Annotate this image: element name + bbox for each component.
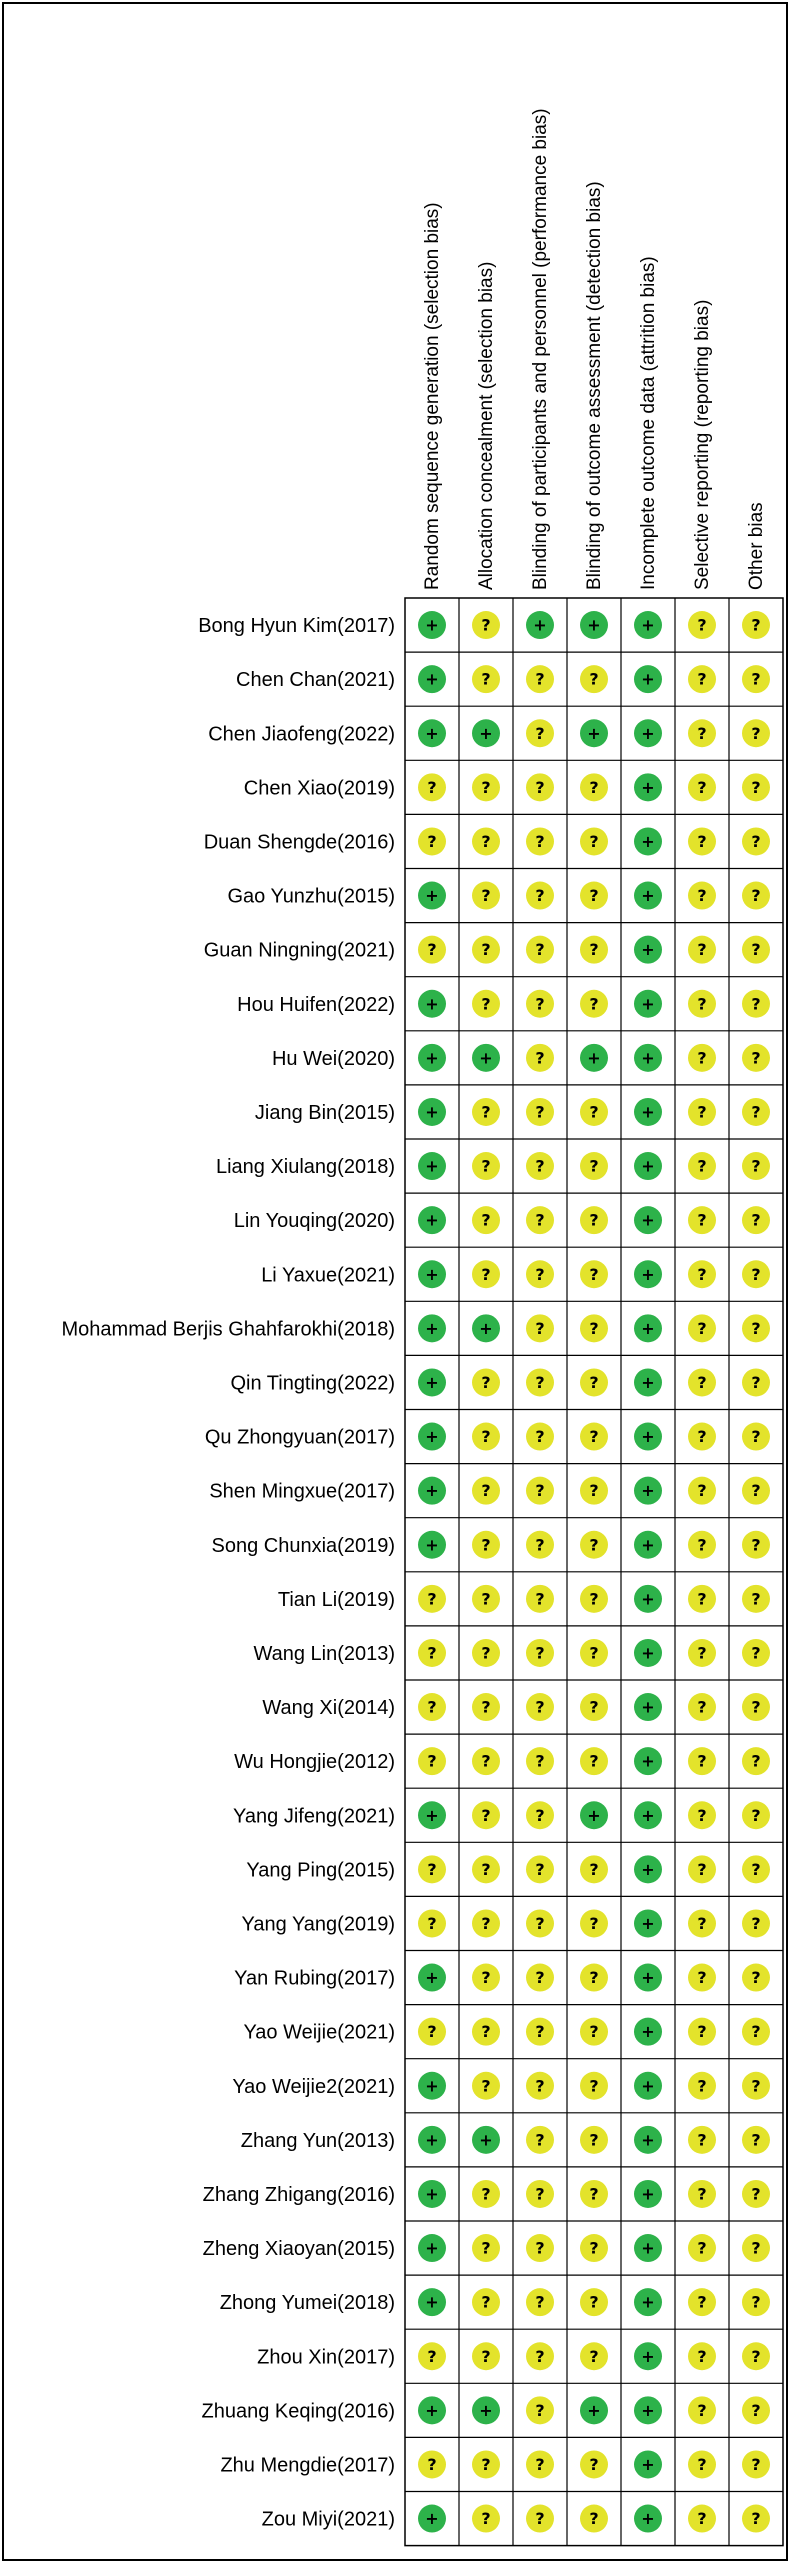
rating-symbol: ? [697, 1102, 707, 1122]
rating-symbol: + [587, 1048, 601, 1068]
rating-symbol: ? [751, 2076, 761, 2096]
rating-symbol: ? [589, 2130, 599, 2150]
rating-symbol: ? [589, 886, 599, 906]
rating-symbol: + [425, 615, 439, 635]
rating-symbol: ? [751, 615, 761, 635]
rating-symbol: ? [535, 1427, 545, 1447]
domain-header: Other bias [746, 502, 767, 590]
rating-symbol: ? [481, 2509, 491, 2529]
rating-symbol: ? [535, 1643, 545, 1663]
study-label: Li Yaxue(2021) [261, 1264, 395, 1287]
rating-symbol: ? [589, 1913, 599, 1933]
rating-symbol: ? [751, 1643, 761, 1663]
rating-symbol: + [641, 723, 655, 743]
rating-symbol: ? [481, 669, 491, 689]
rating-symbol: ? [589, 2076, 599, 2096]
rating-symbol: + [641, 1372, 655, 1392]
rating-symbol: ? [697, 615, 707, 635]
rating-symbol: + [425, 1481, 439, 1501]
rating-symbol: ? [535, 1102, 545, 1122]
rating-symbol: + [641, 2509, 655, 2529]
rating-symbol: ? [535, 1805, 545, 1825]
study-label: Zhu Mengdie(2017) [220, 2454, 395, 2477]
rating-symbol: ? [697, 1210, 707, 1230]
rating-symbol: ? [697, 723, 707, 743]
rating-symbol: ? [697, 2292, 707, 2312]
study-label: Lin Youqing(2020) [233, 1210, 395, 1233]
rating-symbol: ? [589, 940, 599, 960]
rating-symbol: ? [589, 1427, 599, 1447]
rating-symbol: ? [751, 1751, 761, 1771]
rating-symbol: + [641, 1427, 655, 1447]
study-label: Wang Lin(2013) [253, 1642, 395, 1665]
rating-symbol: ? [535, 1210, 545, 1230]
rating-symbol: + [425, 723, 439, 743]
rating-symbol: ? [589, 1102, 599, 1122]
rating-symbol: + [641, 1102, 655, 1122]
study-label: Wu Hongjie(2012) [234, 1751, 395, 1774]
rating-symbol: + [641, 777, 655, 797]
rating-symbol: ? [535, 831, 545, 851]
rating-symbol: ? [427, 940, 437, 960]
rating-symbol: ? [697, 2022, 707, 2042]
study-label: Zhong Yumei(2018) [219, 2292, 395, 2315]
rating-symbol: ? [535, 1751, 545, 1771]
rating-symbol: + [641, 2454, 655, 2474]
rating-symbol: + [425, 669, 439, 689]
rating-symbol: ? [589, 1968, 599, 1988]
rating-symbol: ? [481, 1643, 491, 1663]
rating-symbol: ? [535, 2076, 545, 2096]
rating-symbol: ? [751, 2400, 761, 2420]
rating-symbol: ? [481, 1264, 491, 1284]
rating-symbol: + [425, 1210, 439, 1230]
rating-symbol: + [641, 831, 655, 851]
rating-symbol: + [641, 994, 655, 1014]
rating-symbol: ? [481, 831, 491, 851]
rating-symbol: ? [589, 2022, 599, 2042]
rating-symbol: ? [697, 1481, 707, 1501]
domain-header: Random sequence generation (selection bias) [422, 202, 443, 590]
rating-symbol: ? [751, 2454, 761, 2474]
study-label: Hu Wei(2020) [271, 1047, 395, 1070]
rating-symbol: ? [697, 669, 707, 689]
rating-symbol: ? [751, 831, 761, 851]
rating-symbol: ? [751, 669, 761, 689]
rating-symbol: ? [481, 1697, 491, 1717]
rating-symbol: ? [751, 2130, 761, 2150]
rating-symbol: ? [589, 2509, 599, 2529]
study-label: Zheng Xiaoyan(2015) [202, 2238, 395, 2261]
rating-symbol: ? [427, 1589, 437, 1609]
study-label: Tian Li(2019) [277, 1588, 395, 1611]
rating-symbol: + [425, 2292, 439, 2312]
rating-symbol: + [479, 2130, 493, 2150]
rating-symbol: ? [481, 1481, 491, 1501]
rating-symbol: + [425, 1805, 439, 1825]
domain-header: Allocation concealment (selection bias) [476, 261, 497, 590]
rating-symbol: ? [481, 2238, 491, 2258]
rating-symbol: ? [751, 1859, 761, 1879]
rating-symbol: ? [751, 1697, 761, 1717]
rating-symbol: ? [481, 2076, 491, 2096]
domain-header: Blinding of participants and personnel (performance bias) [530, 108, 551, 590]
rating-symbol: + [425, 1264, 439, 1284]
rating-symbol: + [425, 1535, 439, 1555]
rating-symbol: ? [535, 1048, 545, 1068]
rating-symbol: ? [481, 1968, 491, 1988]
rating-symbol: ? [535, 1481, 545, 1501]
rating-symbol: + [641, 1156, 655, 1176]
rating-symbol: + [425, 1318, 439, 1338]
study-label: Yao Weijie(2021) [243, 2021, 395, 2044]
rating-symbol: ? [751, 777, 761, 797]
rating-symbol: + [587, 2400, 601, 2420]
rating-symbol: + [641, 2130, 655, 2150]
rating-symbol: ? [589, 1859, 599, 1879]
study-label: Zhang Yun(2013) [240, 2129, 395, 2152]
study-label: Yang Jifeng(2021) [233, 1805, 395, 1828]
rating-symbol: ? [751, 1481, 761, 1501]
rating-symbol: + [641, 1697, 655, 1717]
rating-symbol: ? [751, 1589, 761, 1609]
rating-symbol: + [641, 2292, 655, 2312]
rating-symbol: ? [697, 2509, 707, 2529]
rating-symbol: ? [697, 1913, 707, 1933]
rating-symbol: ? [697, 2454, 707, 2474]
rating-symbol: ? [481, 615, 491, 635]
study-label: Bong Hyun Kim(2017) [198, 615, 395, 638]
rating-symbol: ? [589, 2346, 599, 2366]
rating-symbol: ? [697, 2400, 707, 2420]
rating-symbol: ? [751, 1156, 761, 1176]
rating-symbol: + [425, 2400, 439, 2420]
study-label: Duan Shengde(2016) [203, 831, 395, 854]
rating-symbol: ? [427, 1913, 437, 1933]
domain-header: Incomplete outcome data (attrition bias) [638, 256, 659, 590]
rating-symbol: + [425, 1156, 439, 1176]
rating-symbol: ? [535, 2346, 545, 2366]
rating-symbol: + [641, 669, 655, 689]
rating-symbol: + [641, 1210, 655, 1230]
rating-symbol: ? [589, 1372, 599, 1392]
study-label: Qin Tingting(2022) [230, 1372, 395, 1395]
rating-symbol: + [641, 1589, 655, 1609]
rating-symbol: ? [751, 1048, 761, 1068]
study-label: Zou Miyi(2021) [261, 2508, 395, 2531]
rating-symbol: + [641, 1913, 655, 1933]
rating-symbol: + [479, 1318, 493, 1338]
rating-symbol: ? [751, 994, 761, 1014]
rating-symbol: + [587, 1805, 601, 1825]
rating-symbol: ? [481, 1102, 491, 1122]
rating-symbol: ? [535, 940, 545, 960]
rating-symbol: ? [481, 1805, 491, 1825]
rating-symbol: ? [589, 1535, 599, 1555]
rating-symbol: ? [697, 1968, 707, 1988]
rating-symbol: + [641, 2238, 655, 2258]
rating-symbol: ? [535, 777, 545, 797]
rating-symbol: + [641, 1751, 655, 1771]
rating-symbol: ? [427, 831, 437, 851]
rating-symbol: ? [751, 1427, 761, 1447]
rating-symbol: ? [535, 1913, 545, 1933]
rating-symbol: ? [697, 1751, 707, 1771]
rating-symbol: ? [751, 1318, 761, 1338]
study-label: Yao Weijie2(2021) [232, 2075, 395, 2098]
rating-symbol: ? [589, 1697, 599, 1717]
study-label: Song Chunxia(2019) [211, 1534, 395, 1557]
rating-symbol: ? [589, 2184, 599, 2204]
rating-symbol: ? [481, 777, 491, 797]
study-label: Qu Zhongyuan(2017) [204, 1426, 395, 1449]
rating-symbol: + [641, 1048, 655, 1068]
rating-symbol: + [425, 1427, 439, 1447]
rating-symbol: + [641, 1805, 655, 1825]
rating-symbol: ? [535, 1372, 545, 1392]
rating-symbol: ? [589, 994, 599, 1014]
study-label: Shen Mingxue(2017) [209, 1480, 395, 1503]
rating-symbol: ? [697, 2076, 707, 2096]
rating-symbol: + [425, 1968, 439, 1988]
rating-symbol: ? [535, 1968, 545, 1988]
rating-symbol: ? [697, 940, 707, 960]
rating-symbol: ? [751, 2184, 761, 2204]
rating-symbol: ? [427, 1643, 437, 1663]
rating-symbol: ? [481, 1859, 491, 1879]
rating-symbol: + [641, 1264, 655, 1284]
rating-symbol: + [479, 723, 493, 743]
rating-symbol: ? [751, 1968, 761, 1988]
rating-symbol: + [641, 886, 655, 906]
rating-symbol: ? [697, 886, 707, 906]
rating-symbol: ? [751, 1372, 761, 1392]
rating-symbol: ? [535, 1859, 545, 1879]
rating-symbol: ? [697, 1156, 707, 1176]
rating-symbol: + [587, 723, 601, 743]
rating-symbol: ? [427, 777, 437, 797]
study-label: Chen Chan(2021) [236, 669, 395, 692]
rating-symbol: ? [751, 2346, 761, 2366]
rating-symbol: + [641, 940, 655, 960]
study-label: Chen Jiaofeng(2022) [208, 723, 395, 746]
rating-symbol: ? [535, 1318, 545, 1338]
rating-symbol: ? [751, 886, 761, 906]
rating-symbol: ? [535, 994, 545, 1014]
rating-symbol: ? [751, 2238, 761, 2258]
rating-symbol: ? [697, 1589, 707, 1609]
rating-symbol: ? [589, 1589, 599, 1609]
rating-symbol: + [425, 2076, 439, 2096]
domain-header: Blinding of outcome assessment (detection bias) [584, 181, 605, 590]
rating-symbol: ? [589, 1318, 599, 1338]
rating-symbol: ? [697, 1697, 707, 1717]
rating-symbol: ? [535, 2184, 545, 2204]
rating-symbol: ? [697, 1427, 707, 1447]
rating-symbol: ? [697, 994, 707, 1014]
rating-symbol: ? [751, 1535, 761, 1555]
rating-symbol: ? [535, 1697, 545, 1717]
rating-symbol: ? [751, 2292, 761, 2312]
rating-symbol: ? [751, 723, 761, 743]
rating-symbol: + [425, 1048, 439, 1068]
study-label: Mohammad Berjis Ghahfarokhi(2018) [61, 1318, 395, 1341]
rating-symbol: ? [697, 1048, 707, 1068]
rating-symbol: ? [751, 1264, 761, 1284]
rating-symbol: + [641, 2076, 655, 2096]
rating-symbol: ? [535, 1264, 545, 1284]
rating-symbol: ? [589, 777, 599, 797]
study-label: Liang Xiulang(2018) [215, 1156, 395, 1179]
rating-symbol: ? [427, 2022, 437, 2042]
rating-symbol: ? [535, 723, 545, 743]
rating-symbol: ? [427, 1697, 437, 1717]
rating-symbol: + [425, 2509, 439, 2529]
rating-symbol: + [641, 1318, 655, 1338]
domain-header: Selective reporting (reporting bias) [692, 299, 713, 590]
study-label: Jiang Bin(2015) [254, 1101, 395, 1124]
study-label: Zhang Zhigang(2016) [202, 2183, 395, 2206]
rating-symbol: ? [751, 1913, 761, 1933]
rating-symbol: ? [535, 1156, 545, 1176]
rating-symbol: ? [481, 1372, 491, 1392]
rating-symbol: ? [697, 1805, 707, 1825]
rating-symbol: ? [481, 1589, 491, 1609]
rating-symbol: ? [535, 669, 545, 689]
rating-symbol: ? [751, 1805, 761, 1825]
rating-symbol: + [641, 1643, 655, 1663]
rating-symbol: ? [589, 831, 599, 851]
rating-symbol: ? [535, 886, 545, 906]
rating-symbol: ? [535, 2454, 545, 2474]
rating-symbol: ? [589, 1264, 599, 1284]
rating-symbol: + [425, 1372, 439, 1392]
rating-symbol: ? [589, 1156, 599, 1176]
rating-symbol: ? [589, 2292, 599, 2312]
rating-symbol: ? [427, 1859, 437, 1879]
rating-symbol: ? [697, 2184, 707, 2204]
rating-symbol: ? [697, 1859, 707, 1879]
rating-symbol: + [641, 615, 655, 635]
rating-symbol: ? [535, 2130, 545, 2150]
rating-symbol: ? [697, 1318, 707, 1338]
rating-symbol: ? [697, 2130, 707, 2150]
rating-symbol: ? [481, 886, 491, 906]
rating-symbol: ? [697, 1264, 707, 1284]
rating-symbol: ? [697, 2346, 707, 2366]
rating-symbol: + [425, 886, 439, 906]
rating-symbol: + [641, 1859, 655, 1879]
rating-symbol: ? [751, 2509, 761, 2529]
rating-symbol: ? [481, 1751, 491, 1771]
rating-symbol: ? [535, 2509, 545, 2529]
study-label: Hou Huifen(2022) [237, 993, 395, 1016]
study-label: Chen Xiao(2019) [243, 777, 395, 800]
rating-symbol: ? [589, 1751, 599, 1771]
rating-symbol: ? [697, 1535, 707, 1555]
rating-symbol: ? [751, 1210, 761, 1230]
rating-symbol: ? [481, 2184, 491, 2204]
rating-symbol: ? [751, 2022, 761, 2042]
rating-symbol: ? [589, 1643, 599, 1663]
study-label: Wang Xi(2014) [262, 1697, 395, 1720]
rating-symbol: + [641, 1535, 655, 1555]
rating-symbol: + [425, 2130, 439, 2150]
rating-symbol: + [425, 2184, 439, 2204]
rating-symbol: ? [481, 1156, 491, 1176]
rating-symbol: ? [589, 1481, 599, 1501]
rating-symbol: ? [697, 1372, 707, 1392]
study-label: Yan Rubing(2017) [234, 1967, 395, 1990]
rating-symbol: ? [697, 2238, 707, 2258]
rating-symbol: ? [427, 1751, 437, 1771]
study-label: Yang Ping(2015) [246, 1859, 395, 1882]
rating-symbol: ? [481, 2022, 491, 2042]
rating-symbol: ? [751, 1102, 761, 1122]
study-label: Guan Ningning(2021) [203, 939, 395, 962]
rating-symbol: + [533, 615, 547, 635]
rating-symbol: ? [589, 2454, 599, 2474]
rating-symbol: ? [427, 2454, 437, 2474]
rating-symbol: ? [535, 2292, 545, 2312]
rating-symbol: + [425, 994, 439, 1014]
rating-symbol: + [641, 2022, 655, 2042]
rating-symbol: ? [697, 831, 707, 851]
rating-symbol: ? [535, 2238, 545, 2258]
rating-symbol: + [641, 2346, 655, 2366]
rating-symbol: + [587, 615, 601, 635]
rating-symbol: ? [481, 2346, 491, 2366]
rating-symbol: ? [427, 2346, 437, 2366]
rating-symbol: ? [481, 1913, 491, 1933]
rating-symbol: + [641, 2184, 655, 2204]
rating-symbol: ? [481, 2454, 491, 2474]
rating-symbol: + [641, 1481, 655, 1501]
rating-symbol: ? [697, 1643, 707, 1663]
study-label: Zhou Xin(2017) [257, 2346, 395, 2369]
rating-symbol: + [425, 1102, 439, 1122]
rating-symbol: ? [535, 2022, 545, 2042]
study-label: Zhuang Keqing(2016) [201, 2400, 395, 2423]
rating-symbol: ? [481, 1535, 491, 1555]
rating-symbol: ? [481, 1210, 491, 1230]
rating-symbol: ? [535, 1535, 545, 1555]
study-label: Yang Yang(2019) [241, 1913, 395, 1936]
rating-symbol: ? [751, 940, 761, 960]
rating-symbol: ? [481, 940, 491, 960]
rating-symbol: + [479, 2400, 493, 2420]
rating-symbol: ? [697, 777, 707, 797]
rating-symbol: + [479, 1048, 493, 1068]
rating-symbol: + [425, 2238, 439, 2258]
study-label: Gao Yunzhu(2015) [227, 885, 395, 908]
rating-symbol: + [641, 2400, 655, 2420]
rating-symbol: ? [481, 994, 491, 1014]
rating-symbol: ? [535, 1589, 545, 1609]
rating-symbol: ? [481, 2292, 491, 2312]
rating-symbol: ? [535, 2400, 545, 2420]
rating-symbol: ? [481, 1427, 491, 1447]
rating-symbol: + [641, 1968, 655, 1988]
rating-symbol: ? [589, 669, 599, 689]
rating-symbol: ? [589, 2238, 599, 2258]
rating-symbol: ? [589, 1210, 599, 1230]
